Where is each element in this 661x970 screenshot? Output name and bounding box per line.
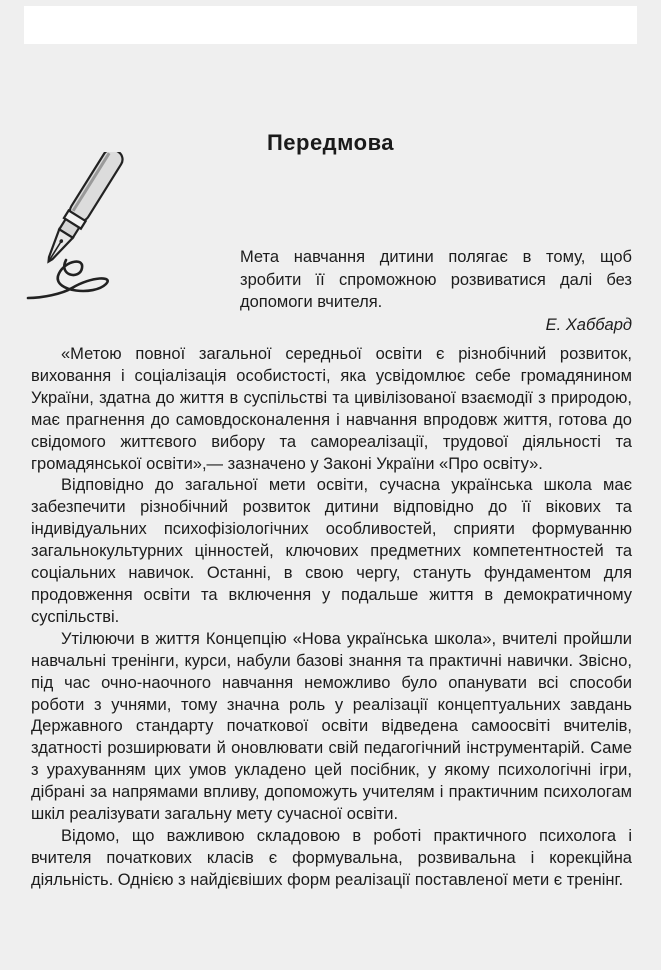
- page-title: Передмова: [266, 130, 395, 155]
- paragraph-4: Відомо, що важливою складовою в роботі практичного психолога і вчителя початкових класів є формувальна, розвивальна і корекційна діяльність. Однією з найдієвіших форм реалізації поставленої мети є тренінг.: [31, 826, 632, 889]
- epigraph-text: Мета навчання дитини полягає в тому, щоб зробити її спроможною розвиватися далі без допомоги вчителя.: [240, 248, 632, 311]
- body-text: [31, 344, 632, 892]
- paragraph-2: Відповідно до загальної мети освіти, сучасна українська школа має забезпечити різнобічний розвиток дитини відповідно до її вікових та індивідуальних психофізіологічних особливостей, сприяти формуванню загальнокультурних цінностей, ключових предметних компетентностей та соціальних навичок. Останні, в свою чергу, стануть фундаментом для продовження освіти та включення у подальше життя в демократичному суспільстві.: [31, 476, 632, 626]
- epigraph-author: Е. Хаббард: [545, 316, 632, 334]
- top-bar: [24, 6, 637, 44]
- fountain-pen-icon: [22, 152, 132, 312]
- paragraph-1: «Метою повної загальної середньої освіти є різнобічний розвиток, виховання і соціалізація особистості, яка усвідомлює себе громадянином України, здатна до життя в суспільстві та цивілізованої взаємодії з природою, має прагнення до самовдосконалення і навчання впродовж життя, готова до свідомого життєвого вибору та самореалізації, трудової діяльності та громадянської освіти»,— зазначено у Законі України «Про освіту».: [31, 345, 632, 473]
- epigraph: [240, 246, 632, 314]
- paragraph-3: Утілюючи в життя Концепцію «Нова українська школа», вчителі пройшли навчальні тренінги, курси, набули базові знання та практичні навички. Звісно, під час очно-наочного навчання неможливо було опанувати всі способи роботи з учнями, тому значна роль у реалізації концептуальних завдань Державного стандарту початкової освіти відведена самоосвіті вчителів, здатності розширювати й оновлювати свій педагогічний інструментарій. Саме з урахуванням цих умов укладено цей посібник, у якому психологічні ігри, дібрані за напрямами впливу, допоможуть учителям і практичним психологам шкіл реалізувати загальну мету сучасної освіти.: [31, 629, 632, 824]
